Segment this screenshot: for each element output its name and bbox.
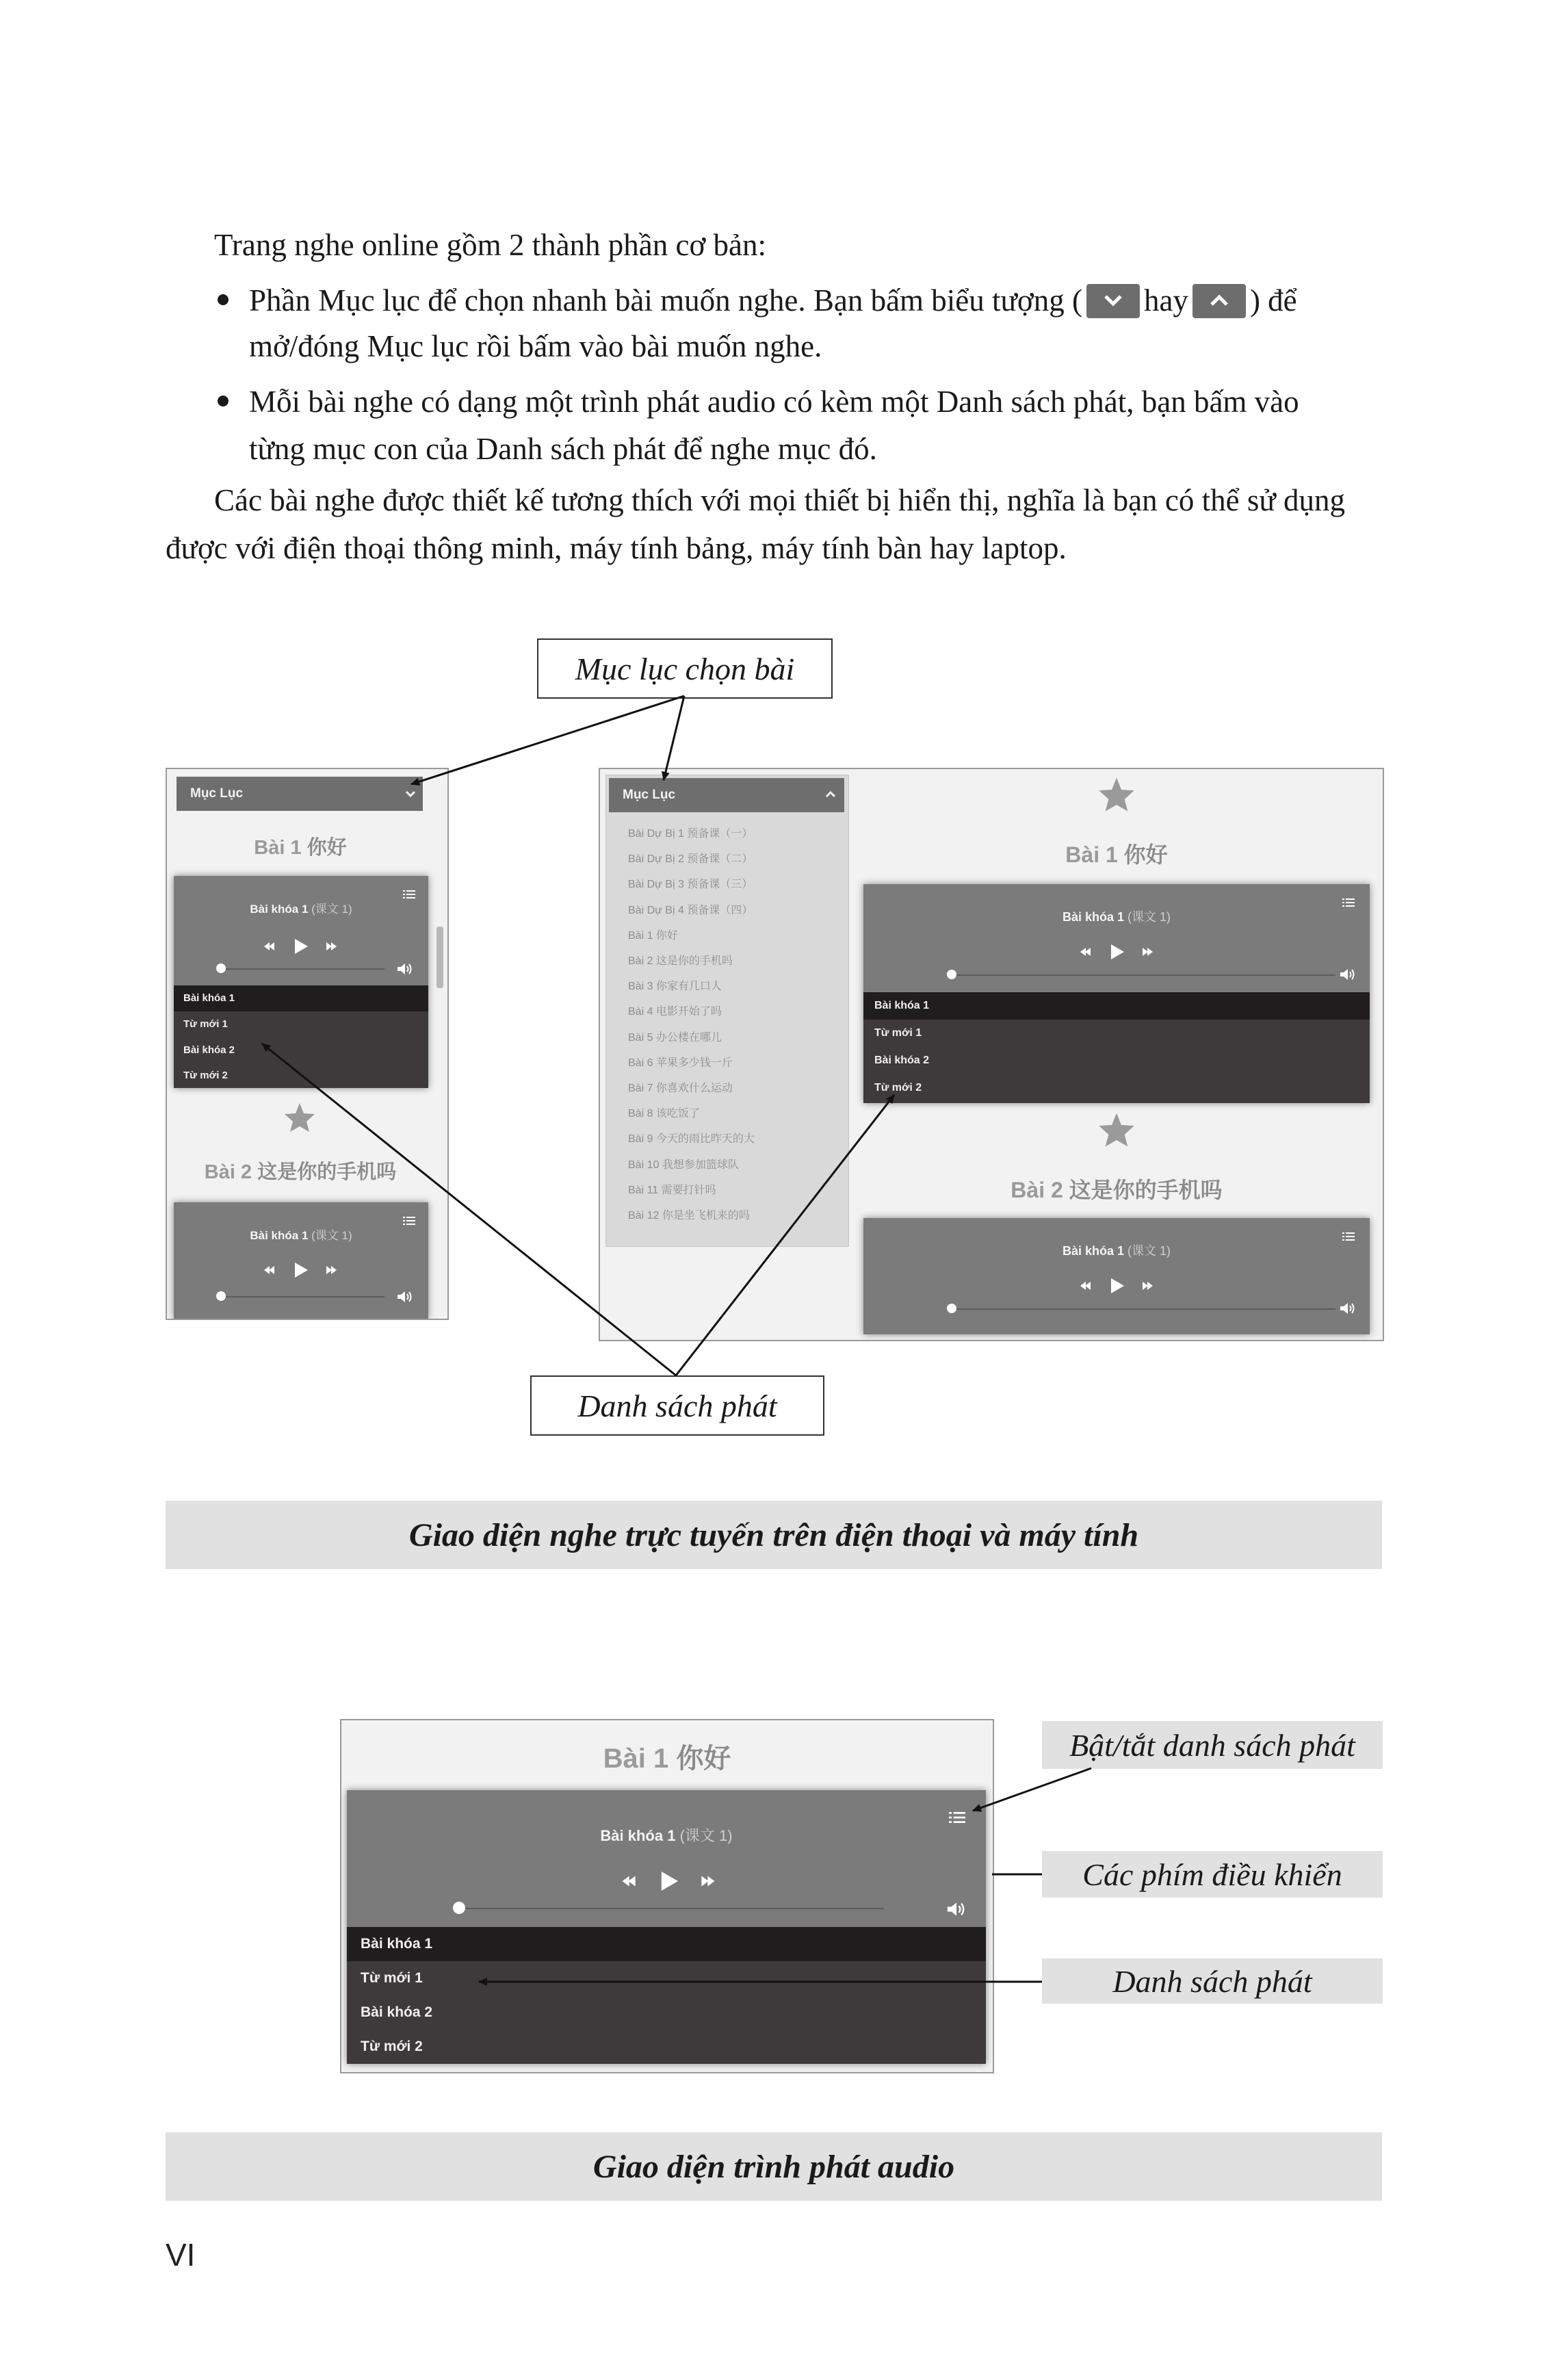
- playlist-item[interactable]: Bài khóa 2: [874, 1055, 930, 1066]
- playlist-item[interactable]: Từ mới 1: [874, 1027, 922, 1039]
- menu-list-item[interactable]: Bài 7 你喜欢什么运动: [628, 1083, 733, 1094]
- menu-list-item[interactable]: Bài 5 办公楼在哪儿: [628, 1031, 722, 1044]
- lesson-title: Bài 1 你好: [1065, 842, 1168, 867]
- menu-list-item[interactable]: Bài 8 该吃饭了: [628, 1108, 700, 1120]
- playlist-item[interactable]: Từ mới 2: [361, 2039, 423, 2054]
- track-title: Bài khóa 1 (课文 1): [1062, 910, 1171, 924]
- track-title: Bài khóa 1 (课文 1): [600, 1827, 733, 1844]
- playlist-item[interactable]: Bài khóa 2: [183, 1044, 235, 1056]
- figure-1-caption: Giao diện nghe trực tuyến trên điện thoại và máy tính: [166, 1501, 1382, 1569]
- bullet-2-line-2: từng mục con của Danh sách phát để nghe mục đó.: [249, 432, 877, 466]
- menu-list-item[interactable]: Bài 12 你是坐飞机来的吗: [628, 1210, 750, 1221]
- label-controls: Các phím điều khiển: [1042, 1851, 1383, 1898]
- lesson-title: Bài 2 这是你的手机吗: [1011, 1178, 1223, 1202]
- track-title: Bài khóa 1 (课文 1): [1062, 1244, 1171, 1258]
- playlist-item[interactable]: Từ mới 2: [874, 1082, 922, 1094]
- label-playlist: Danh sách phát: [1042, 1958, 1383, 2004]
- menu-list-item[interactable]: Bài 11 需要打针吗: [628, 1184, 716, 1196]
- bullet-1-line-2: mở/đóng Mục lục rồi bấm vào bài muốn nghe.: [249, 329, 822, 363]
- menu-label: Mục Lục: [190, 786, 244, 801]
- bullet-2-line-1: Mỗi bài nghe có dạng một trình phát audio có kèm một Danh sách phát, bạn bấm vào: [249, 385, 1299, 419]
- menu-list-item[interactable]: Bài 1 你好: [628, 929, 678, 942]
- menu-list-item[interactable]: Bài 9 今天的雨比昨天的大: [628, 1133, 755, 1146]
- menu-list-item[interactable]: Bài 6 苹果多少钱一斤: [628, 1057, 733, 1069]
- playlist-item[interactable]: Bài khóa 2: [361, 2004, 433, 2020]
- lesson-title: Bài 1 你好: [254, 837, 347, 859]
- playlist-item[interactable]: Bài khóa 1: [347, 1927, 986, 1961]
- playlist-item[interactable]: Bài khóa 1: [863, 992, 1370, 1020]
- annotation-arrows-2: [0, 1642, 1551, 2121]
- page-number: VI: [166, 2237, 196, 2273]
- figure-2-caption: Giao diện trình phát audio: [166, 2132, 1382, 2201]
- callout-playlist: Danh sách phát: [530, 1375, 824, 1436]
- callout-table-of-contents: Mục lục chọn bài: [537, 638, 833, 699]
- intro-line: Trang nghe online gồm 2 thành phần cơ bản:: [214, 228, 767, 262]
- paragraph-2-line-2: được với điện thoại thông minh, máy tính bảng, máy tính bàn hay laptop.: [166, 531, 1067, 565]
- bullet-1-text-a: Phần Mục lục để chọn nhanh bài muốn nghe. Bạn bấm biểu tượng (: [249, 283, 1082, 318]
- menu-list-item[interactable]: Bài 4 电影开始了吗: [628, 1006, 722, 1018]
- bullet-1-text-b: ) để: [1249, 283, 1297, 318]
- bullet-1-hay: hay: [1143, 283, 1188, 318]
- playlist-item[interactable]: Từ mới 1: [183, 1018, 228, 1030]
- track-title: Bài khóa 1 (课文 1): [250, 903, 352, 916]
- lesson-title: Bài 2 这是你的手机吗: [204, 1161, 397, 1183]
- playlist-item[interactable]: Từ mới 2: [183, 1070, 228, 1081]
- track-title: Bài khóa 1 (课文 1): [250, 1229, 352, 1242]
- paragraph-2-line-1: Các bài nghe được thiết kế tương thích với mọi thiết bị hiển thị, nghĩa là bạn có thể sử dụng: [214, 483, 1345, 517]
- menu-list-item[interactable]: Bài Dự Bị 2 预备课（二）: [628, 853, 753, 866]
- playlist-item[interactable]: Bài khóa 1: [174, 985, 428, 1011]
- playlist-item[interactable]: Từ mới 1: [361, 1970, 423, 1986]
- menu-list-item[interactable]: Bài 10 我想参加篮球队: [628, 1159, 739, 1171]
- menu-list-item[interactable]: Bài Dự Bị 3 预备课（三）: [628, 879, 753, 891]
- lesson-title: Bài 1 你好: [603, 1744, 731, 1774]
- menu-list-item[interactable]: Bài Dự Bị 1 预备课（一）: [628, 828, 753, 840]
- label-toggle-playlist: Bật/tắt danh sách phát: [1042, 1721, 1383, 1769]
- menu-list-item[interactable]: Bài 3 你家有几口人: [628, 981, 722, 993]
- menu-label: Mục Lục: [623, 788, 676, 802]
- menu-list-item[interactable]: Bài 2 这是你的手机吗: [628, 955, 733, 967]
- menu-list-item[interactable]: Bài Dự Bị 4 预备课（四）: [628, 904, 753, 916]
